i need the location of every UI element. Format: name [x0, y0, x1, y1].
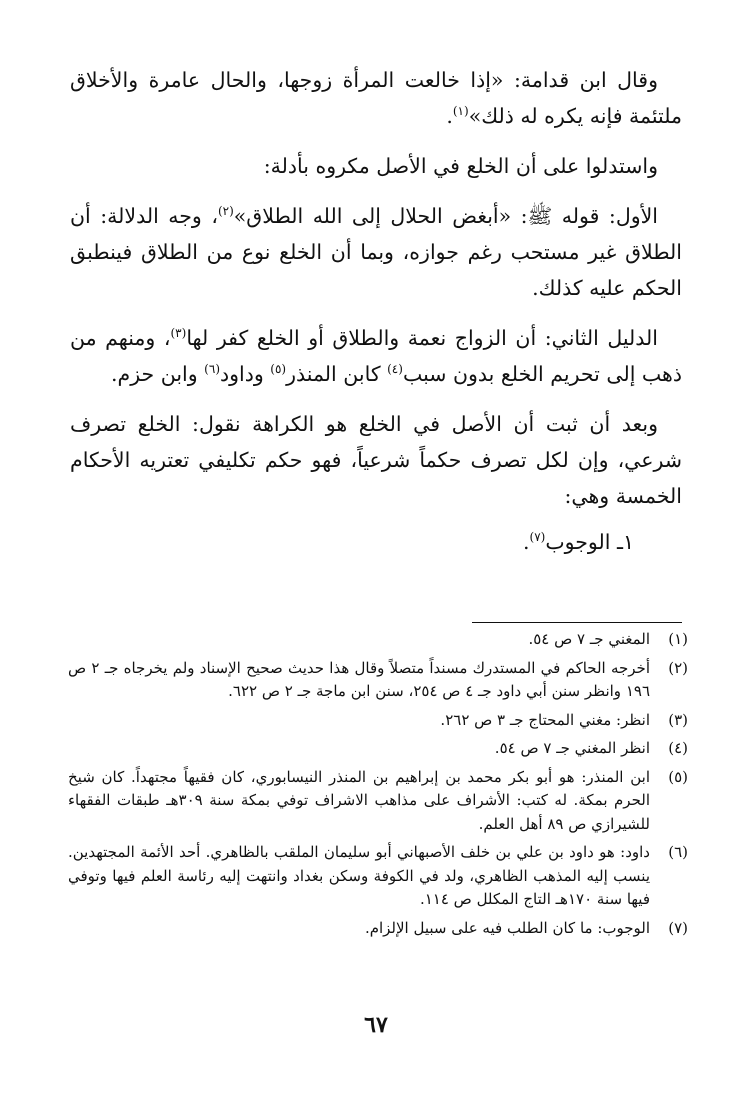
footnote-number: (٥): [668, 767, 688, 786]
footnote-number: (٦): [668, 843, 688, 861]
footnotes-section: [68, 628, 688, 945]
list-item-text: ١ـ الوجوب: [545, 530, 634, 554]
paragraph-second-evidence: [70, 320, 682, 392]
footnote-number: (٢): [668, 658, 688, 677]
paragraph-first-evidence: [70, 198, 682, 306]
footnote-3: [68, 709, 688, 733]
footnote-text: المغني جـ ٧ ص ٥٤.: [528, 630, 650, 648]
footnote-ref: (٤): [387, 362, 403, 377]
paragraph-text: ، ومنهم من ذهب إلى تحريم الخلع بدون سبب: [70, 326, 682, 386]
footnote-1: [68, 628, 688, 652]
footnote-text: الوجوب: ما كان الطلب فيه على سبيل الإلزام.: [364, 918, 650, 937]
footnote-ref: (٦): [204, 362, 220, 377]
footnote-text: أخرجه الحاكم في المستدرك مسنداً متصلاً وقال هذا حديث صحيح الإسناد ولم يخرجاه جـ ٢ ص ١٩٦ وانظر سنن أبي داود جـ ٤ ص ٢٥٤، سنن ابن ماجة جـ ٢ ص ٦٢٢.: [68, 658, 650, 700]
main-text: [70, 62, 682, 574]
paragraph-ibn-qudama: [70, 62, 682, 134]
footnote-number: (٧): [668, 918, 688, 937]
paragraph-text: واستدلوا على أن الخلع في الأصل مكروه بأدلة:: [263, 154, 658, 178]
paragraph-text: كابن المنذر: [286, 362, 388, 386]
footnote-text: انظر المغني جـ ٧ ص ٥٤.: [494, 739, 650, 757]
footnote-ref: (٢): [217, 204, 234, 219]
footnote-ref: (٥): [270, 362, 287, 377]
footnote-text: انظر: مغني المحتاج جـ ٣ ص ٢٦٢.: [440, 710, 650, 729]
paragraph-evidence-intro: [70, 148, 682, 184]
footnote-number: (١): [668, 630, 688, 648]
footnote-2: [68, 657, 688, 704]
footnote-6: [68, 841, 688, 912]
footnote-5: [68, 766, 688, 837]
paragraph-text: الأول: قوله ﷺ: «أبغض الحلال إلى الله الطلاق»: [233, 204, 659, 228]
list-item-obligation: [70, 524, 682, 560]
footnote-ref: (٧): [529, 530, 546, 545]
paragraph-tail: .: [446, 104, 453, 128]
list-item-tail: .: [523, 530, 530, 554]
page-number: ٦٧: [364, 1012, 388, 1038]
paragraph-text: وبعد أن ثبت أن الأصل في الخلع هو الكراهة نقول: الخلع تصرف شرعي، وإن لكل تصرف حكماً شرعياً، فهو حكم تكليفي تعتريه الأحكام الخمسة وهي:: [70, 412, 682, 508]
paragraph-text: وقال ابن قدامة: «إذا خالعت المرأة زوجها، والحال عامرة والأخلاق ملتئمة فإنه يكره له ذلك»: [70, 68, 682, 128]
footnote-number: (٣): [668, 710, 688, 729]
footnote-7: [68, 917, 688, 941]
footnote-ref: (١): [452, 104, 469, 119]
footnote-text: داود: هو داود بن علي بن خلف الأصبهاني أبو سليمان الملقب بالظاهري. أحد الأئمة المجتهدين. ينسب إليه المذهب الظاهري، ولد في الكوفة وسكن بغداد وانتهت إليه رئاسة العلم فيها وتوفي فيها سنة ١٧٠هـ التاج المكلل ص ١١٤.: [68, 843, 650, 908]
footnote-ref: (٣): [170, 326, 187, 341]
paragraph-rulings-intro: [70, 406, 682, 514]
paragraph-text: وابن حزم.: [111, 362, 205, 386]
footnote-4: [68, 737, 688, 761]
paragraph-text: وداود: [220, 362, 271, 386]
footnote-number: (٤): [668, 739, 688, 757]
footnote-text: ابن المنذر: هو أبو بكر محمد بن إبراهيم بن المنذر النيسابوري، كان فقيهاً مجتهداً. كان شيخ الحرم بمكة. له كتب: الأشراف على مذاهب الاشراف توفي بمكة سنة ٣٠٩هـ طبقات الفقهاء للشيرازي ص ٨٩ أهل العلم.: [68, 767, 650, 833]
footnote-separator: [472, 622, 682, 623]
paragraph-text: الدليل الثاني: أن الزواج نعمة والطلاق أو الخلع كفر لها: [186, 326, 658, 350]
paragraph-text: ، وجه الدلالة: أن الطلاق غير مستحب رغم جوازه، وبما أن الخلع نوع من الطلاق فينطبق الحكم عليه كذلك.: [70, 204, 682, 300]
